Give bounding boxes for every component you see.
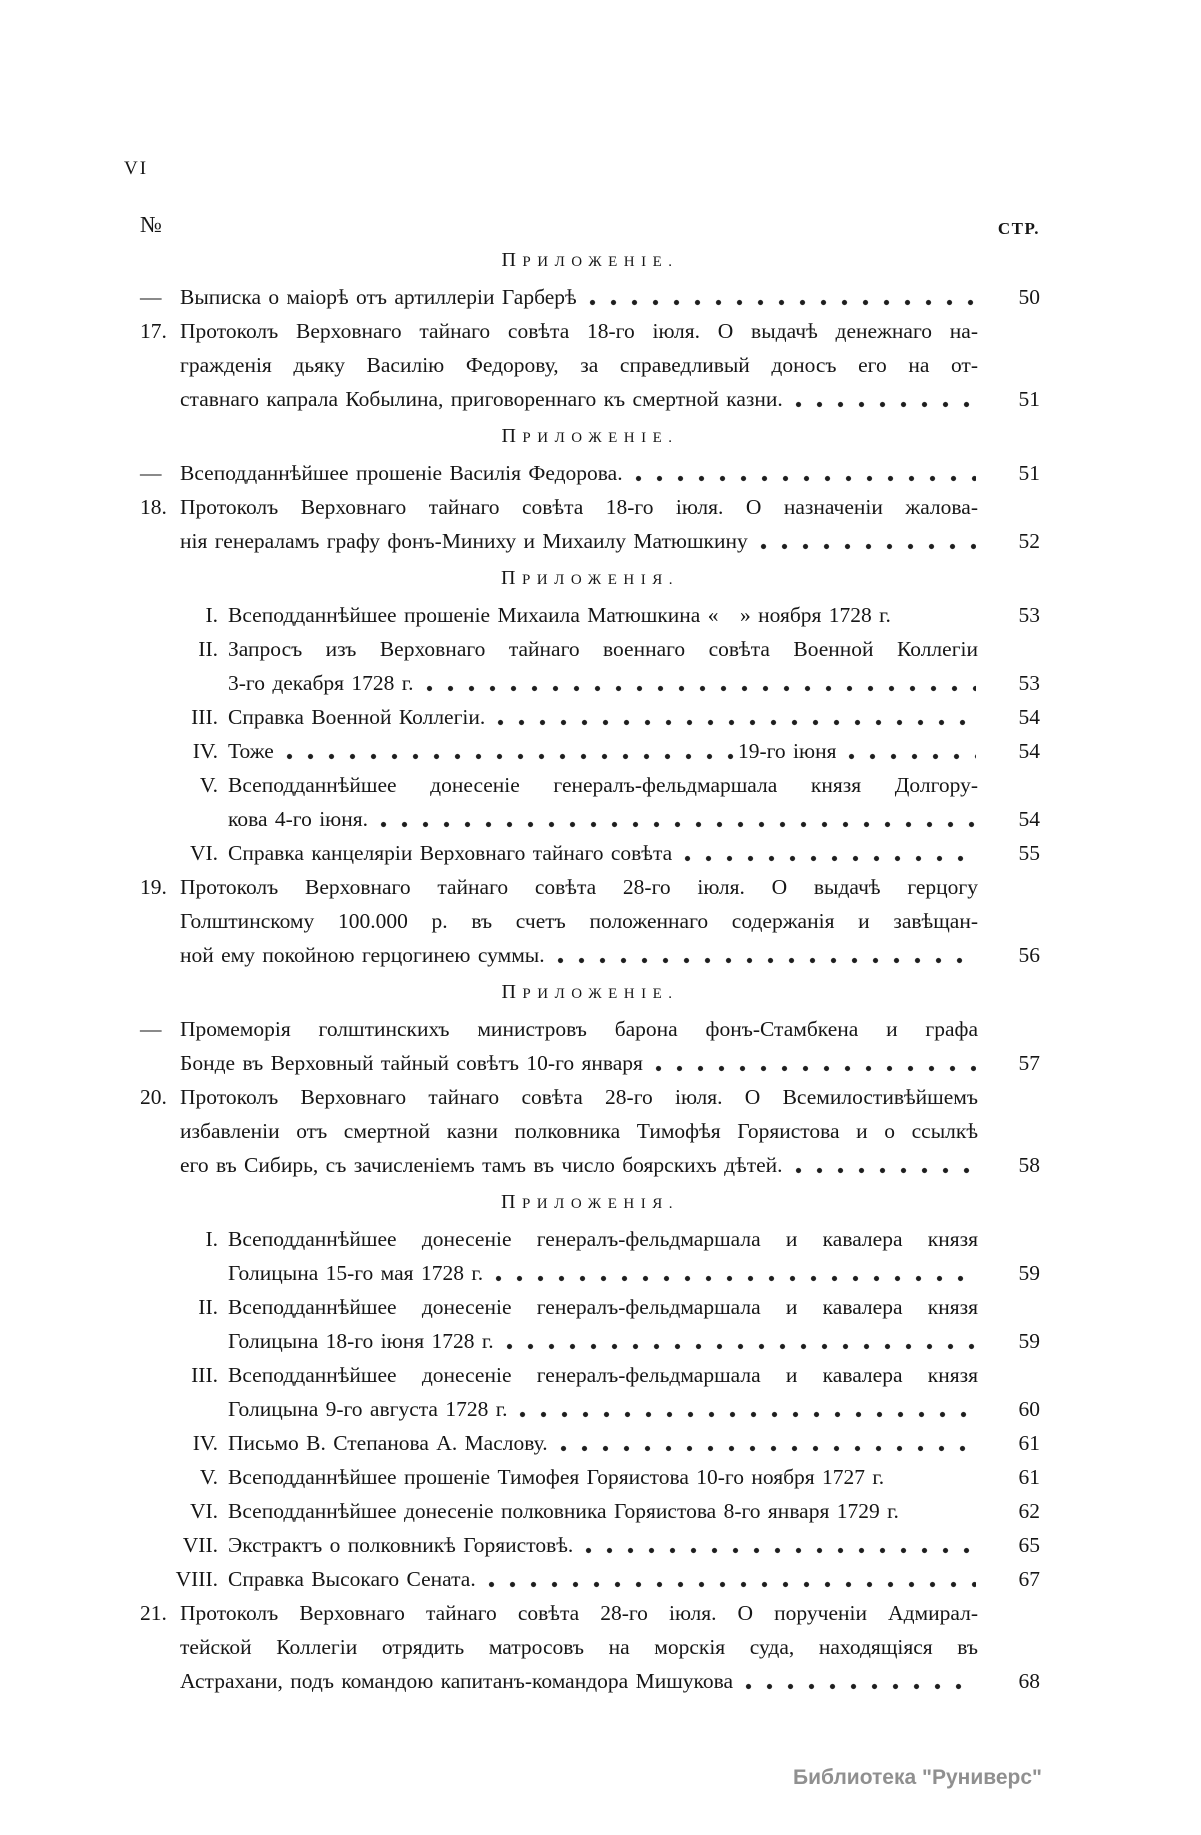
page-number: 59 [1018,1329,1040,1353]
toc-entry [140,1426,1040,1460]
toc-entry [140,768,1040,836]
number-column-header: № [140,212,162,237]
entry-text: Письмо В. Степанова А. Маслову. [228,1431,548,1455]
page-number: 60 [1018,1397,1040,1421]
page-number: 54 [1018,807,1040,831]
appendix-numeral: IV. [192,1431,218,1455]
dot-leader [556,1426,976,1460]
entry-number: 20. [140,1085,167,1109]
entry-number: — [140,285,162,309]
dot-leader [651,1046,976,1080]
section-heading: ПРИЛОЖЕНІЕ. [501,249,679,271]
folio-number: VI [124,158,149,179]
page-number: 61 [1018,1465,1040,1489]
toc-line [140,1114,1040,1148]
entry-number: 21. [140,1601,167,1625]
appendix-numeral: VIII. [175,1567,218,1591]
appendix-numeral: I. [205,603,218,627]
section-heading: ПРИЛОЖЕНІЕ. [501,425,679,447]
entry-text: Промеморія голштинскихъ министровъ барона фонъ-Стамбкена и графа [180,1017,978,1041]
toc-entry [140,734,1040,768]
toc-entry [140,836,1040,870]
entry-text: ставнаго капрала Кобылина, приговореннаго къ смертной казни. [180,387,783,411]
entry-text: Справка Высокаго Сената. [228,1567,476,1591]
toc-line [140,1358,1040,1392]
page-number: 65 [1018,1533,1040,1557]
appendix-numeral: II. [198,637,218,661]
toc-line [140,1324,1040,1358]
toc-line [140,490,1040,524]
dot-leader [376,802,976,836]
appendix-numeral: III. [191,705,218,729]
toc-entry [140,700,1040,734]
entry-text: Экстрактъ о полковникѣ Горяистовѣ. [228,1533,574,1557]
toc-line [140,836,1040,870]
toc-entry [140,1080,1040,1182]
toc-line [140,382,1040,416]
entry-text: его въ Сибирь, съ зачисленіемъ тамъ въ число боярскихъ дѣтей. [180,1153,783,1177]
toc-entry [140,490,1040,558]
toc-line [140,666,1040,700]
entry-number: — [140,1017,162,1041]
toc-line [140,768,1040,802]
page-number: 67 [1018,1567,1040,1591]
toc-line [140,1256,1040,1290]
entry-text: Протоколъ Верховнаго тайнаго совѣта 28-го іюля. О порученіи Адмирал- [180,1601,978,1625]
toc-line [140,1664,1040,1698]
toc-line [140,456,1040,490]
toc-line [140,1630,1040,1664]
toc-line [140,598,1040,632]
dot-leader [484,1562,976,1596]
toc-entry [140,1460,1040,1494]
toc-line [140,1080,1040,1114]
page-number: 54 [1018,739,1040,763]
toc-line [140,348,1040,382]
appendix-numeral: I. [205,1227,218,1251]
toc-entry [140,1222,1040,1290]
section-heading: ПРИЛОЖЕНІЯ. [501,1191,679,1213]
toc-line [140,524,1040,558]
page-number: 50 [1018,285,1040,309]
entry-text: Всеподданнѣйшее донесеніе полковника Горяистова 8-го января 1729 г. [228,1499,899,1523]
appendix-numeral: VI. [189,841,218,865]
dot-leader [422,666,976,700]
dot-leader [680,836,976,870]
appendix-numeral: VI. [189,1499,218,1523]
library-watermark: Библиотека "Руниверс" [793,1766,1043,1789]
page-number: 54 [1018,705,1040,729]
page-number: 62 [1018,1499,1040,1523]
toc-line [140,802,1040,836]
entry-number: 19. [140,875,167,899]
entry-text: Астрахани, подъ командою капитанъ-командора Мишукова [180,1669,734,1693]
toc-line [140,1528,1040,1562]
toc-line [140,1290,1040,1324]
entry-text: Выписка о маіорѣ отъ артиллеріи Гарберѣ [180,285,577,309]
toc-entry [140,1358,1040,1426]
appendix-numeral: VII. [182,1533,218,1557]
entry-number: 17. [140,319,167,343]
toc-line [140,632,1040,666]
dot-leader [791,382,976,416]
appendix-numeral: V. [199,773,218,797]
toc-line [140,1596,1040,1630]
leader-space [907,1494,976,1528]
toc-line [140,314,1040,348]
entry-text: 3-го декабря 1728 г. [228,671,414,695]
toc-line [140,734,1040,768]
dot-leader [741,1664,976,1698]
appendix-numeral: II. [198,1295,218,1319]
entry-text: Протоколъ Верховнаго тайнаго совѣта 18-го іюля. О назначеніи жалова- [180,495,978,519]
toc-entry [140,1528,1040,1562]
toc-entry [140,870,1040,972]
page-number: 59 [1018,1261,1040,1285]
toc-line [140,1460,1040,1494]
entry-number: 18. [140,495,167,519]
section-heading: ПРИЛОЖЕНІЯ. [501,567,679,589]
dot-leader [493,700,976,734]
entry-text: Всеподданнѣйшее донесеніе генералъ-фельдмаршала и кавалера князя [228,1295,978,1319]
toc-line [140,1562,1040,1596]
entry-text: Голицына 9-го августа 1728 г. [228,1397,508,1421]
toc-entry [140,280,1040,314]
page-number: 51 [1018,461,1040,485]
page-number: 52 [1018,529,1040,553]
entry-text: Всеподданнѣйшее донесеніе генералъ-фельдмаршала и кавалера князя [228,1363,978,1387]
dot-leader [553,938,976,972]
toc-entry [140,1290,1040,1358]
entry-text: Голштинскому 100.000 р. въ счетъ положеннаго содержанія и завѣщан- [180,909,978,933]
entry-text: Протоколъ Верховнаго тайнаго совѣта 18-го іюля. О выдачѣ денежнаго на- [180,319,978,343]
dot-leader [282,734,736,768]
page-number: 53 [1018,671,1040,695]
entry-text: тейской Коллегіи отрядить матросовъ на морскія суда, находящіяся въ [180,1635,978,1659]
entry-text: гражденія дьяку Василію Федорову, за справедливый доносъ его на от- [180,353,978,377]
toc-line [140,870,1040,904]
toc-line [140,700,1040,734]
entry-text: Всеподданнѣйшее донесеніе генералъ-фельдмаршала князя Долгору- [228,773,978,797]
toc-line [140,1426,1040,1460]
toc-entry [140,1562,1040,1596]
dot-leader [502,1324,976,1358]
dot-leader [585,280,976,314]
toc-line [140,938,1040,972]
toc-entry [140,1596,1040,1698]
entry-text: Запросъ изъ Верховнаго тайнаго военнаго совѣта Военной Коллегіи [228,637,978,661]
dot-leader [791,1148,976,1182]
page-column-header: СТР. [997,219,1040,238]
appendix-numeral: IV. [192,739,218,763]
page-number: 57 [1018,1051,1040,1075]
entry-text: Протоколъ Верховнаго тайнаго совѣта 28-го іюля. О Всемилостивѣйшемъ [180,1085,978,1109]
entry-text: Справка канцеляріи Верховнаго тайнаго совѣта [228,841,673,865]
dot-leader [515,1392,976,1426]
toc-line [140,1222,1040,1256]
entry-number: — [140,461,162,485]
toc-line [140,1148,1040,1182]
toc-entry [140,456,1040,490]
dot-leader [491,1256,976,1290]
dot-leader [756,524,976,558]
column-headers [140,212,1040,242]
page-number: 68 [1018,1669,1040,1693]
toc-line [140,280,1040,314]
toc-entry [140,1494,1040,1528]
toc-line [140,1392,1040,1426]
page-number: 58 [1018,1153,1040,1177]
toc-entry [140,598,1040,632]
entry-text: избавленіи отъ смертной казни полковника Тимофѣя Горяистова и о ссылкѣ [180,1119,978,1143]
entry-text: Голицына 15-го мая 1728 г. [228,1261,484,1285]
entry-text: Протоколъ Верховнаго тайнаго совѣта 28-го іюля. О выдачѣ герцогу [180,875,978,899]
entry-text: Голицына 18-го іюня 1728 г. [228,1329,494,1353]
entry-text: Тоже [228,739,274,763]
entry-text: нія генераламъ графу фонъ-Миниху и Михаилу Матюшкину [180,529,748,553]
dot-leader [631,456,976,490]
entry-text: Всеподданнѣйшее прошеніе Василія Федорова. [180,461,623,485]
toc [140,240,1040,1698]
page-number: 55 [1018,841,1040,865]
toc-line [140,1046,1040,1080]
appendix-numeral: III. [191,1363,218,1387]
entry-text: Бонде въ Верховный тайный совѣтъ 10-го января [180,1051,643,1075]
page-number: 51 [1018,387,1040,411]
appendix-numeral: V. [199,1465,218,1489]
page-number: 61 [1018,1431,1040,1455]
toc-line [140,1012,1040,1046]
toc-entry [140,632,1040,700]
toc-entry [140,314,1040,416]
dot-leader [581,1528,976,1562]
entry-text: Всеподданнѣйшее донесеніе генералъ-фельдмаршала и кавалера князя [228,1227,978,1251]
toc-line [140,904,1040,938]
entry-text: ной ему покойною герцогинею суммы. [180,943,545,967]
entry-text: Всеподданнѣйшее прошеніе Михаила Матюшкина « » ноября 1728 г. [228,603,891,627]
entry-text: Справка Военной Коллегіи. [228,705,486,729]
page-number: 56 [1018,943,1040,967]
leader-space [899,598,976,632]
dot-leader [844,734,976,768]
toc-entry [140,1012,1040,1080]
toc-line [140,1494,1040,1528]
entry-text: 19-го іюня [737,739,837,763]
entry-text: Всеподданнѣйшее прошеніе Тимофея Горяистова 10-го ноября 1727 г. [228,1465,885,1489]
page-number: 53 [1018,603,1040,627]
leader-space [892,1460,976,1494]
entry-text: кова 4-го іюня. [228,807,369,831]
section-heading: ПРИЛОЖЕНІЕ. [501,981,679,1003]
